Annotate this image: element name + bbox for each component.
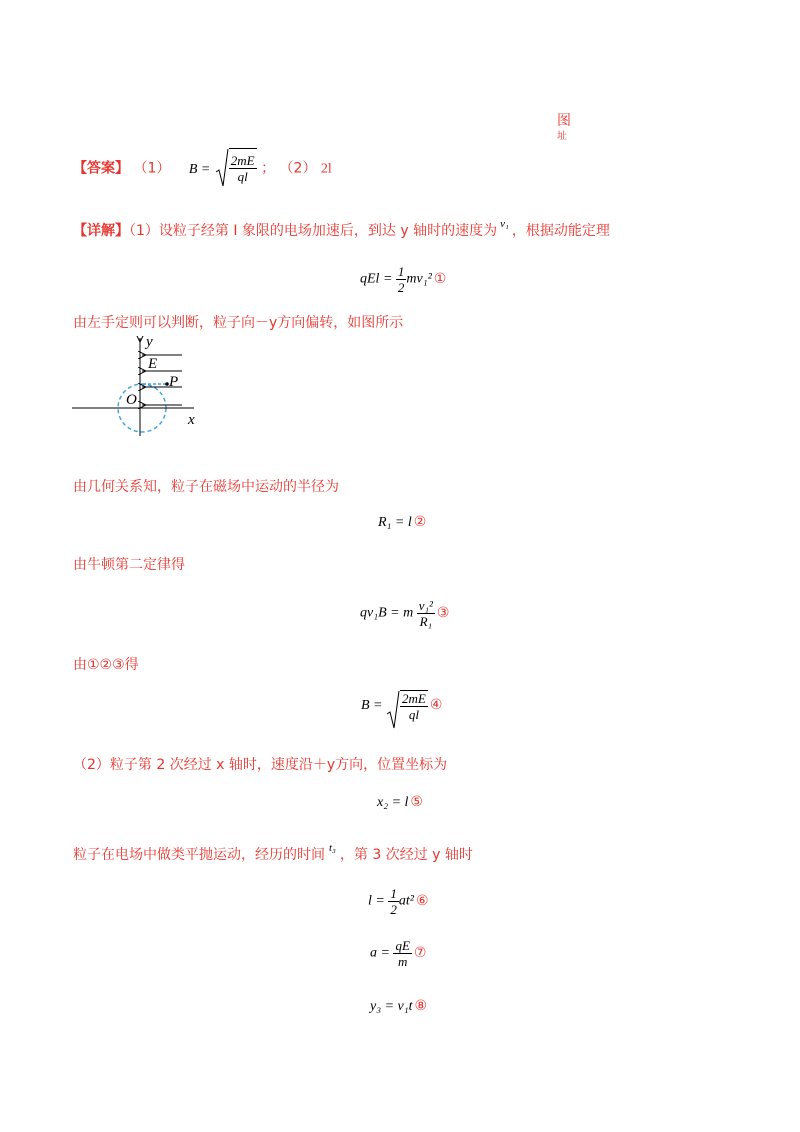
answer-line [73,148,332,188]
label-x: x [188,412,195,428]
equation-5 [377,794,423,811]
equation-1 [360,264,446,295]
detail-text-7: 粒子在电场中做类平抛运动，经历的时间 [73,847,325,863]
header-fragment-2 [557,128,567,146]
eq2-mark: ② [413,514,427,530]
eq3-lhs: qv₁B = m [360,605,414,621]
detail-line-4 [73,556,185,574]
label-y: y [146,336,153,350]
answer-separator: ； [261,160,276,177]
detail-line-7 [73,842,473,865]
eq1-den: 2 [397,280,405,295]
eq6-den: 2 [390,902,397,917]
eq8-body: y₃ = v₁t [370,999,413,1014]
detail-line-6 [73,756,447,774]
detail-text-4: 由牛顿第二定律得 [73,557,185,573]
eq2-body: R₁ = l [378,515,412,530]
eq5-body: x₂ = l [377,795,409,810]
label-o: O [126,392,137,408]
detail-text-1-end: ，根据动能定理 [511,223,610,239]
header-text-2: 址 [557,131,567,142]
eq6-lhs: l = [368,893,385,909]
equation-7 [370,938,426,969]
answer-label: 【答案】 [73,160,129,177]
eq8-mark: ⑧ [414,998,428,1014]
eq4-mark: ④ [429,697,443,714]
answer-part2-value: 2l [320,161,332,177]
answer-eq-lhs: B = [188,161,211,177]
eq1-lhs: qEl = [360,271,393,287]
detail-text-3: 由几何关系知，粒子在磁场中运动的半径为 [73,479,339,495]
eq4-sqrt [386,690,428,722]
eq7-lhs: a = [370,945,390,961]
detail-line-1 [73,218,610,241]
eq4-num: 2mE [402,691,426,706]
detail-text-6: （2）粒子第 2 次经过 x 轴时，速度沿＋y方向，位置坐标为 [73,757,448,773]
deflection-figure [70,336,210,436]
equation-2 [378,514,426,531]
answer-den: ql [237,169,248,185]
equation-8 [370,998,427,1015]
eq7-mark: ⑦ [413,944,427,961]
eq1-rhs: mv₁² [406,271,432,287]
eq6-rhs: at² [398,893,414,909]
eq4-lhs: B = [361,698,383,714]
t3-symbol: t₃ [329,842,336,854]
detail-line-2 [73,314,403,332]
detail-text-7-end: ，第 3 次经过 y 轴时 [339,847,473,863]
answer-part2-prefix: （2） [279,160,317,177]
eq1-num: 1 [397,264,405,279]
eq3-den: R₁ [419,614,433,629]
label-e: E [148,356,158,372]
detail-text-1: （1）设粒子经第 I 象限的电场加速后，到达 y 轴时的速度为 [129,223,498,239]
detail-text-2: 由左手定则可以判断，粒子向－y方向偏转，如图所示 [73,315,404,331]
answer-num: 2mE [230,153,255,169]
eq6-num: 1 [390,886,397,901]
equation-6 [368,886,429,917]
equation-3 [360,598,449,629]
eq3-num: v₁² [418,598,433,613]
equation-4 [361,690,442,722]
eq1-mark: ① [433,270,447,287]
answer-part1-prefix: （1） [133,160,171,177]
eq3-mark: ③ [436,604,450,621]
detail-text-5: 由①②③得 [73,657,139,673]
eq6-mark: ⑥ [415,892,429,909]
header-text: 图 [557,113,571,129]
eq7-num: qE [395,938,410,953]
detail-line-5 [73,656,139,674]
detail-label: 【详解】 [73,223,129,239]
v1-symbol: v₁ [500,218,509,230]
eq7-den: m [397,954,408,969]
eq5-mark: ⑤ [410,794,423,810]
answer-sqrt [215,148,257,189]
detail-line-3 [73,478,339,496]
label-p: P [169,374,179,390]
eq4-den: ql [408,707,419,722]
